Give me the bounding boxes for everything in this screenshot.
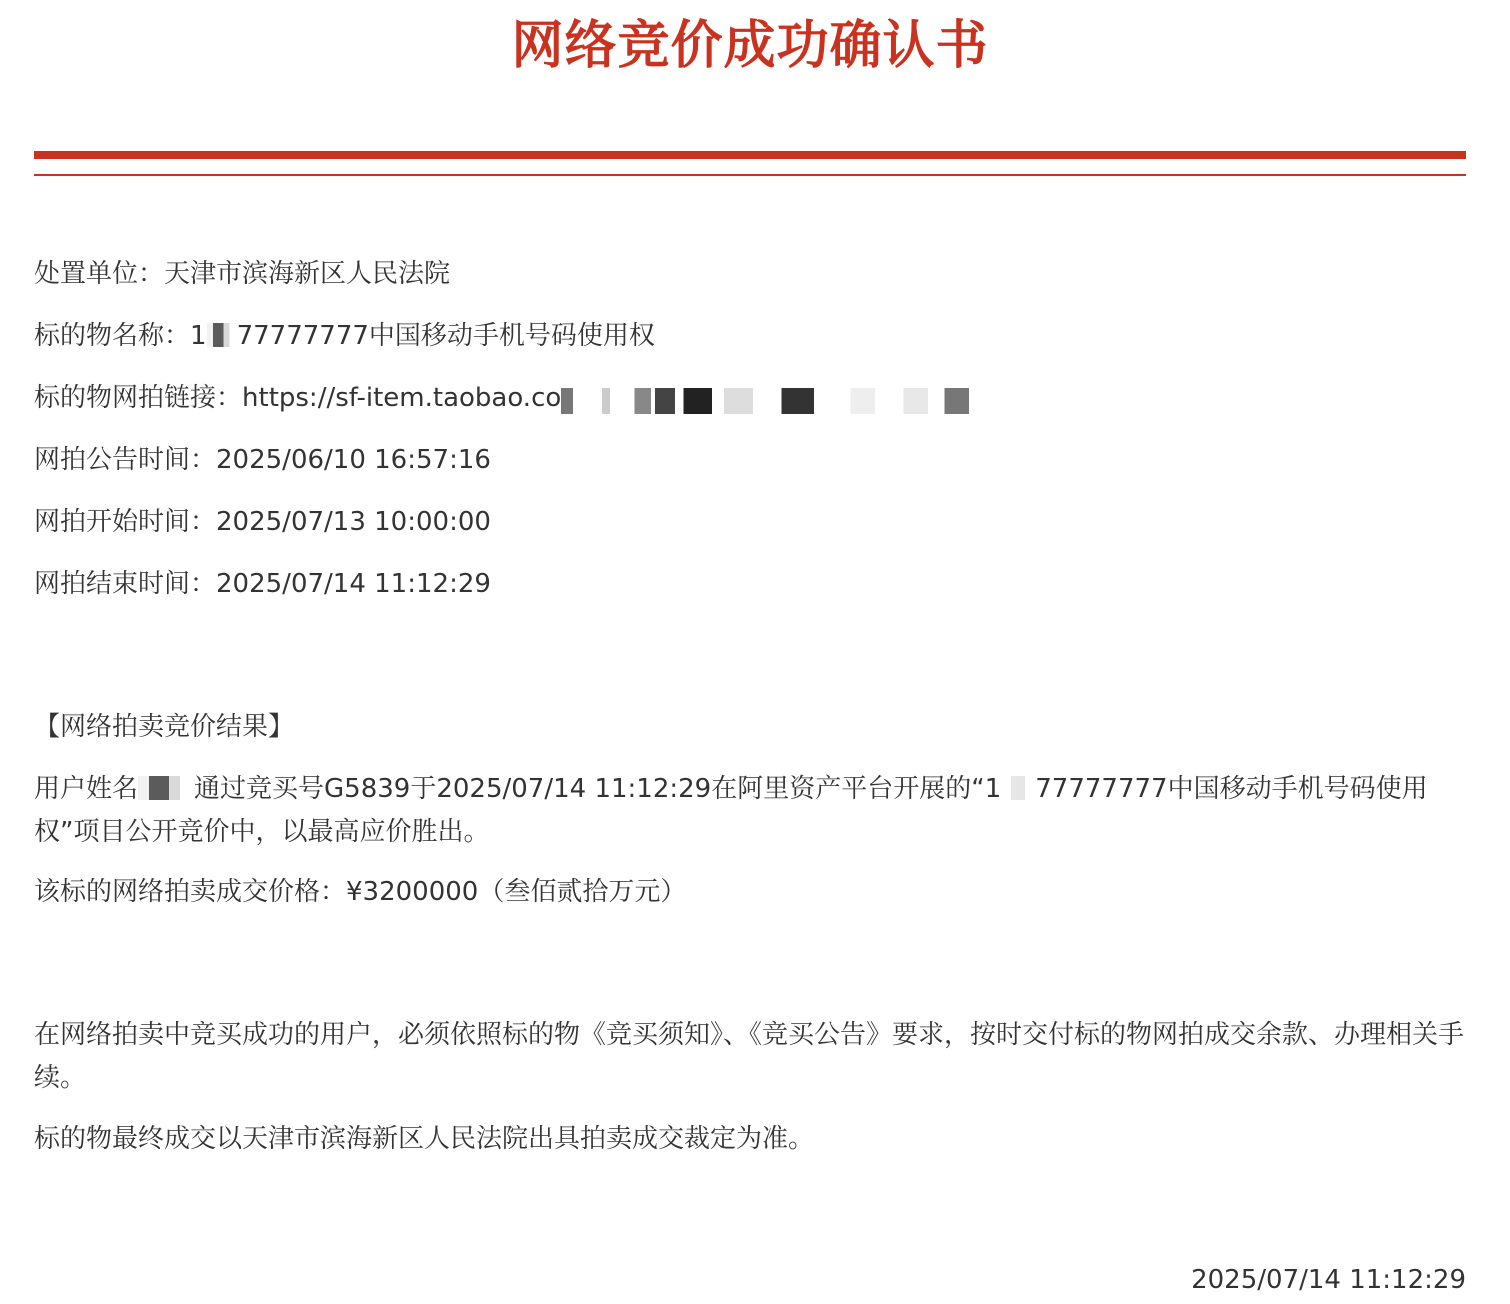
redaction-mosaic (207, 323, 237, 347)
price-line (34, 870, 686, 914)
price-value: ¥3200000（叁佰贰拾万元） (346, 877, 687, 907)
announce-time-label: 网拍公告时间： (34, 445, 217, 475)
phone-redaction (1001, 776, 1035, 800)
item-link-value[interactable]: https://sf-item.taobao.co (242, 383, 562, 413)
start-time-value: 2025/07/13 10:00:00 (216, 507, 491, 537)
disposal-unit-value: 天津市滨海新区人民法院 (164, 259, 451, 289)
user-name-redaction (138, 776, 194, 800)
footer-date: 2025/07/14 11:12:29 (1191, 1265, 1466, 1295)
result-sentence-b: 77777777中国移动手机号码使用权”项目公开竞价中，以最高应价胜出。 (34, 774, 1428, 847)
header-divider-thin (34, 174, 1466, 176)
announce-time-line (34, 438, 491, 482)
url-redaction-mosaic (561, 388, 969, 414)
end-time-label: 网拍结束时间： (34, 569, 217, 599)
note-paragraph-2: 标的物最终成交以天津市滨海新区人民法院出具拍卖成交裁定为准。 (34, 1124, 815, 1154)
disposal-unit-line (34, 252, 450, 296)
start-time-label: 网拍开始时间： (34, 507, 217, 537)
announce-time-value: 2025/06/10 16:57:16 (216, 445, 491, 475)
note-paragraph-1: 在网络拍卖中竞买成功的用户，必须依照标的物《竞买须知》、《竞买公告》要求，按时交付标的物网拍成交余款、办理相关手续。 (34, 1020, 1465, 1093)
result-heading: 【网络拍卖竞价结果】 (34, 712, 295, 742)
user-name-label: 用户姓名 (34, 774, 139, 804)
item-link-line (34, 376, 969, 420)
disposal-unit-label: 处置单位： (34, 259, 165, 289)
item-name-line (34, 314, 655, 358)
document-title: 网络竞价成功确认书 (511, 16, 989, 76)
result-paragraph (34, 768, 1470, 854)
header-divider-thick (34, 151, 1466, 159)
end-time-value: 2025/07/14 11:12:29 (216, 569, 491, 599)
price-label: 该标的网络拍卖成交价格： (34, 877, 347, 907)
item-name-label: 标的物名称： (34, 321, 191, 351)
start-time-line (34, 500, 491, 544)
result-sentence-a: 通过竞买号G5839于2025/07/14 11:12:29在阿里资产平台开展的“1 (194, 774, 1002, 804)
end-time-line (34, 562, 491, 606)
item-name-suffix: 77777777中国移动手机号码使用权 (236, 321, 655, 351)
item-name-prefix: 1 (190, 321, 207, 351)
item-link-label: 标的物网拍链接： (34, 383, 243, 413)
